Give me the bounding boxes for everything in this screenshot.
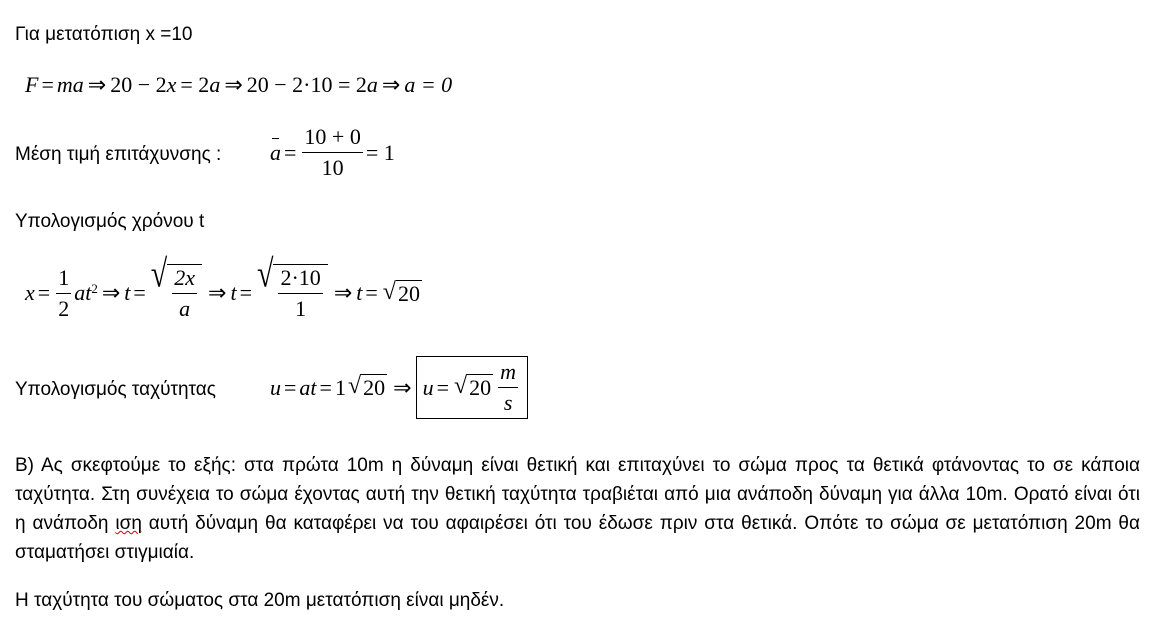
conclusion-text: Η ταχύτητα του σώματος στα 20m μετατόπιση είναι μηδέν. (15, 590, 505, 611)
displacement-heading: Για μετατόπιση x =10 (15, 24, 193, 45)
spellcheck-flagged-word: ιση (115, 513, 142, 534)
equation-mean-acceleration: a = $\frac{10 + 0}{10}$ = 1 (270, 124, 395, 180)
boxed-result: u = √ 20 $\frac{m}{s}$ (416, 356, 528, 419)
equation-time: x = $\frac{1}{2}$ at 2 ⇒ t = √ $\frac{2x}{a}$ ⇒ t = √ $\frac{2\cdot 10}{1}$ ⇒ t = √ 20 (25, 252, 420, 321)
time-calculation-heading: Υπολογισμός χρόνου t (15, 211, 205, 232)
explanation-paragraph: Β) Ας σκεφτούμε το εξής: στα πρώτα 10m η δύναμη είναι θετική και επιταχύνει το σώμα προς τα θετικά φτάνοντας το σε κάποια ταχύτητα. Στη συνέχεια το σώμα έχοντας αυτή την θετική ταχύτητα τραβιέται από μια ανάποδη δύναμη για άλλα 10m. Ορατό είναι ότι η ανάποδη ιση αυτή δύναμη θα καταφέρει να του αφαιρέσει ότι του έδωσε πριν στα θετικά. Οπότε το σώμα σε μετατόπιση 20m θα σταματήσει στιγμιαία. (15, 455, 1140, 563)
mean-acceleration-label: Μέση τιμή επιτάχυνσης : (15, 144, 222, 165)
equation-speed: u = at = 1 √ 20 ⇒ u = √ 20 $\frac{m}{s}$ (270, 356, 528, 419)
equation-newton: F = ma ⇒ 20 − 2 x = 2 a ⇒ 20 − 2·10 = 2 a ⇒ a = 0 (25, 72, 453, 97)
speed-calculation-label: Υπολογισμός ταχύτητας (15, 379, 216, 400)
